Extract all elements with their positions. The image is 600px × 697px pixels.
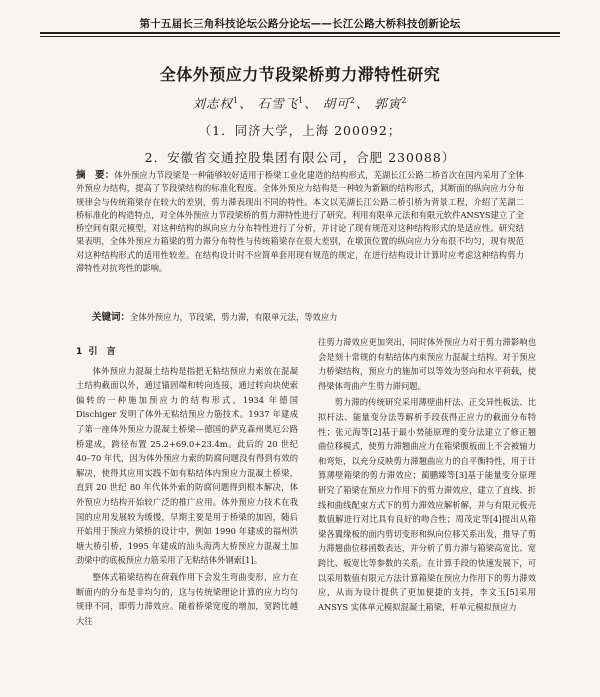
left-column: [76, 335, 298, 628]
keywords: [92, 311, 524, 324]
paper-title: 全体外预应力节段梁桥剪力滞特性研究: [159, 65, 441, 84]
author-affiliation-mark: 1: [298, 95, 305, 105]
author-name: 郭寅: [374, 96, 402, 111]
section-title: 引 言: [88, 347, 116, 357]
author-affiliation-mark: 2: [349, 95, 356, 105]
author-name: 刘志权: [192, 96, 234, 111]
abstract-text: 体外预应力节段梁是一种能够较好适用于桥梁工业化建造的结构形式，芜湖长江公路二桥首次在国内采用了全体外预应力结构，提高了节段梁结构的标准化程度。全体外预应力结构是一种较为新颖的结构形式，其断面的纵向应力分布规律会与传统箱梁存在较大的差别，剪力滞表现出不同的特性。本文以芜湖长江公路二桥引桥为背景工程，介绍了芜湖二桥标准化的构造特点，对全体外预应力节段梁桥的剪力滞特性进行了研究。利用有限单元法和有限元软件ANSYS建立了全桥空间有限元模型，对这种结构的纵向应力分布特性进行了分析，并讨论了现有规范对这种结构形式的是适应性。研究结果表明，全体外预应力箱梁的剪力滞分布特性与传统箱梁存在很大差别，在墩顶位置的纵向应力分布很不均匀，现有规范对这种结构形式的适用性较差。在结构设计时不应简单套用现有规范的规定，在进行结构设计计算时应考虑这种结构剪力滞特性对抗弯性的影响。: [76, 170, 524, 274]
right-column: [318, 335, 536, 614]
author-affiliation-mark: 1: [233, 95, 240, 105]
author-affiliation-mark: 2: [401, 95, 408, 105]
abstract-label: 摘 要：: [76, 170, 115, 181]
author-list: [0, 94, 600, 112]
abstract: [76, 169, 524, 275]
keywords-label: 关键词：: [92, 312, 131, 323]
author-separator: 、: [355, 96, 370, 111]
keywords-text: 全体外预应力，节段梁，剪力滞，有限单元法，等效应力: [130, 312, 338, 322]
section-heading: [76, 345, 298, 360]
paragraph: 往剪力滞效应更加突出，同时体外预应力对于剪力滞影响也会是刻十常规的有粘结体内束预应力混凝土结构。对于预应力桥梁结构，预应力的施加可以等效为竖向和水平荷载，使得梁体弯曲产生剪力滞问题。: [318, 337, 536, 391]
author-name: 胡可: [322, 96, 350, 111]
author-name: 石雪飞: [257, 96, 299, 111]
affiliation-1: （1．同济大学，上海 200092；: [198, 123, 402, 138]
running-header: 第十五届长三角科技论坛公路分论坛——长江公路大桥科技创新论坛: [139, 18, 461, 30]
header-rule-thin: [40, 36, 560, 37]
header-rule-thick: [40, 32, 560, 34]
paragraph: 体外预应力混凝土结构是指把无粘结预应力索放在混凝土结构截面以外，通过锚固端和转向连接，通过转向块使索偏转的一种施加预应力的结构形式。1934 年德国 Dischiger 发明了体外无粘结预应力筋技术。1937 年建成了第一座体外预应力混凝土桥梁—德国的萨克森州奥厄公路桥建成，跨径布置 25.2+69.0+23.4m。此后的 20 世纪 40–70 年代，因为体外预应力索的防腐问题没有得到有效的解决，使得其应用实践不如有粘结体内预应力混凝土桥梁，直到 20 世纪 80 年代体外索的防腐问题得到根本解决，体外预应力结构开始较广泛的推广应用。体外预应力技术在我国的应用发展较为缓慢，早期主要是用于桥梁的加固，随后开始用于预应力梁桥的设计中，例如 1990 年建成的福州洪塘大桥引桥，1995 年建成的汕头海湾大桥预应力混凝土加劲梁中的底板预应力筋采用了无粘结体外钢索[1]。: [76, 365, 298, 566]
author-separator: 、: [304, 96, 318, 111]
paragraph: 剪力滞的传统研究采用薄壁曲杆法、正交异性板法、比拟杆法、能量变分法等解析手段获得正应力的截面分布特性；张元海等[2]基于最小势能原理的变分法建立了修正翘曲位移模式，使剪力滞翘曲应力在箱梁腹板面上不会被轴力和弯矩，以充分反映剪力滞翘曲应力的自平衡特性，用于计算薄壁箱梁的剪力滞效应；蔺鹏臻等[3]基于能量变分原理研究了箱梁在预应力作用下的剪力滞效应，建立了直线、折线和曲线配束方式下的剪力滞效应解析解，并与有限元板壳数值解进行对比具有良好的吻合性；周茂定等[4]提出从箱梁各翼缘板的面内剪切变形和纵向位移关系出发，推导了剪力滞翘曲位移函数表达，并分析了剪力滞与箱梁高宽比、宽跨比、板宽比等参数的关系。在计算手段的快速发展下，可以采用数值有限元方法计算箱梁在预应力作用下的剪力滞效应，从而为设计提供了更加便捷的支持，李文玉[5]采用 ANSYS 实体单元模拟混凝土箱梁，杆单元模拟预应力: [318, 397, 536, 612]
section-number: 1: [76, 347, 83, 357]
author-separator: 、: [239, 96, 253, 111]
affiliation-2: 2．安徽省交通控股集团有限公司，合肥 230088）: [144, 150, 456, 165]
paragraph: 整体式箱梁结构在荷载作用下会发生弯曲变形，应力在断面内的分布是非均匀的，这与传统梁理论计算的应力均匀规律不同，即剪力滞效应。随着桥梁宽度的增加，宽跨比越大往: [76, 571, 298, 626]
